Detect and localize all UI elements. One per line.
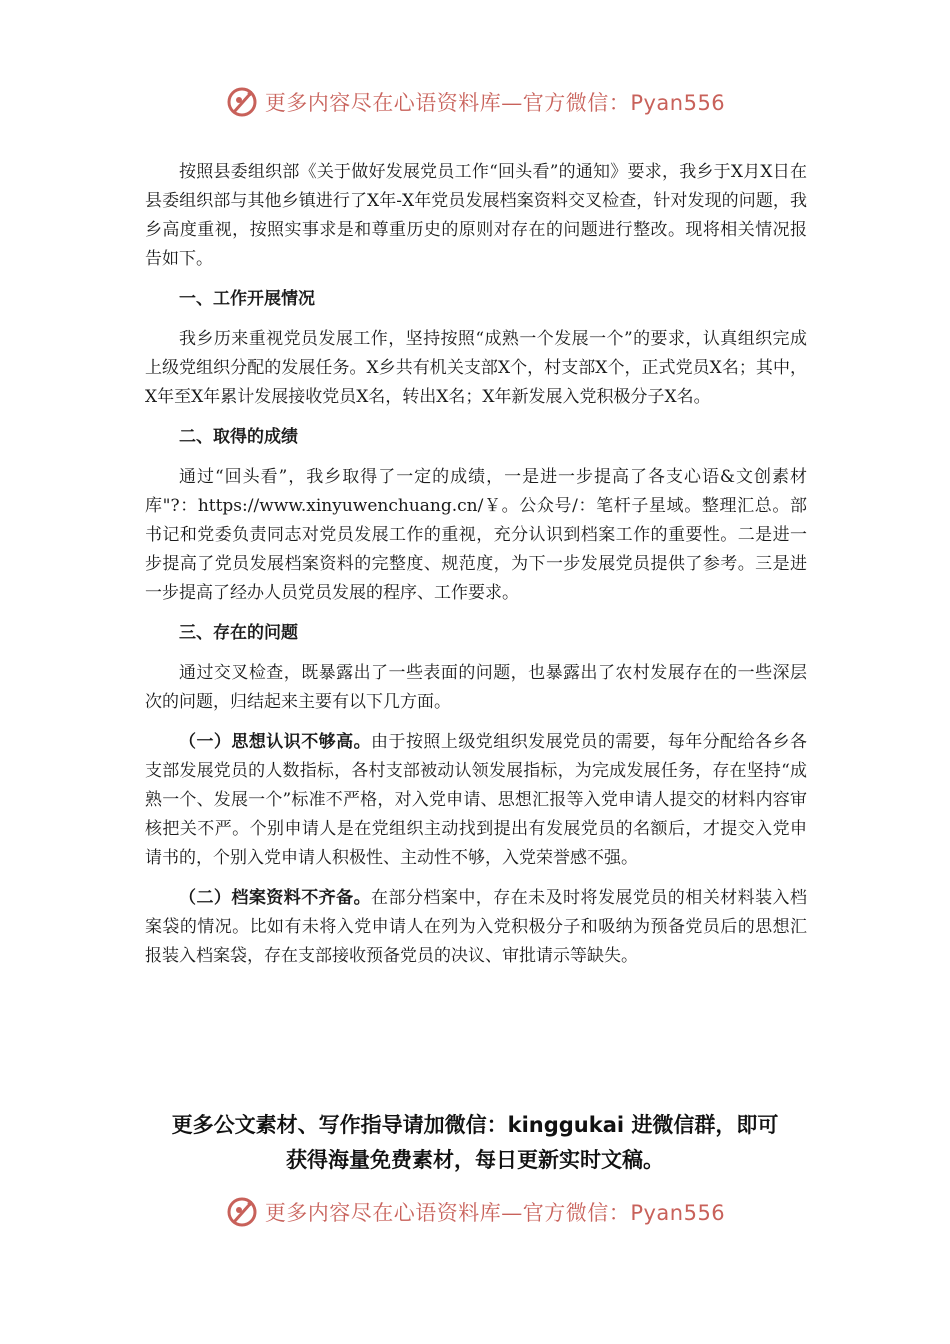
document-body (145, 158, 807, 982)
banner-text: 更多内容尽在心语资料库—官方微信：Pyan556 (264, 1201, 726, 1225)
section-paragraph: 我乡历来重视党员发展工作，坚持按照“成熟一个发展一个”的要求，认真组织完成上级党组织分配的发展任务。X乡共有机关支部X个，村支部X个，正式党员X名；其中，X年至X年累计发展接收党员X名，转出X名；X年新发展入党积极分子X名。 (145, 329, 807, 407)
pen-ring-logo-icon (225, 85, 259, 119)
intro-paragraph: 按照县委组织部《关于做好发展党员工作“回头看”的通知》要求，我乡于X月X日在县委组织部与其他乡镇进行了X年-X年党员发展档案资料交叉检查，针对发现的问题，我乡高度重视，按照实事求是和尊重历史的原则对存在的问题进行整改。现将相关情况报告如下。 (145, 162, 807, 269)
wechat-id: Pyan556 (630, 91, 726, 115)
section-paragraph: 通过“回头看”，我乡取得了一定的成绩，一是进一步提高了各支心语&文创素材库"?：https://www.xinyuwenchuang.cn/￥。公众号/：笔杆子星域。整理汇总。部书记和党委负责同志对党员发展工作的重视，充分认识到档案工作的重要性。二是进一步提高了党员发展档案资料的完整度、规范度，为下一步发展党员提供了参考。三是进一步提高了经办人员党员发展的程序、工作要求。 (145, 467, 807, 603)
issue-paragraph (145, 884, 807, 971)
pen-ring-logo-icon (225, 1195, 259, 1229)
banner-text: 更多内容尽在心语资料库—官方微信：Pyan556 (264, 91, 726, 115)
issue-paragraph (145, 728, 807, 873)
section-heading: 三、存在的问题 (179, 623, 298, 643)
section-paragraph: 通过交叉检查，既暴露出了一些表面的问题，也暴露出了农村发展存在的一些深层次的问题，归结起来主要有以下几方面。 (145, 663, 807, 712)
footer-note (0, 1108, 950, 1178)
header-banner (0, 82, 950, 122)
wechat-id: Pyan556 (630, 1201, 726, 1225)
footer-line: 更多公文素材、写作指导请加微信：kinggukai 进微信群，即可 (171, 1113, 779, 1137)
footer-banner (0, 1192, 950, 1232)
footer-line: 获得海量免费素材，每日更新实时文稿。 (286, 1148, 664, 1172)
issue-text: 由于按照上级党组织发展党员的需要，每年分配给各乡各支部发展党员的人数指标，各村支部被动认领发展指标，为完成发展任务，存在坚持“成熟一个、发展一个”标准不严格，对入党申请、思想汇报等入党申请人提交的材料内容审核把关不严。个别申请人是在党组织主动找到提出有发展党员的名额后，才提交入党申请书的，个别入党申请人积极性、主动性不够，入党荣誉感不强。 (145, 732, 808, 868)
section-heading: 一、工作开展情况 (179, 289, 315, 309)
issue-lead: （一）思想认识不够高。 (179, 732, 372, 752)
section-heading: 二、取得的成绩 (179, 427, 298, 447)
issue-lead: （二）档案资料不齐备。 (179, 888, 372, 908)
issue-text: 在部分档案中，存在未及时将发展党员的相关材料装入档案袋的情况。比如有未将入党申请人在列为入党积极分子和吸纳为预备党员后的思想汇报装入档案袋，存在支部接收预备党员的决议、审批请示等缺失。 (145, 888, 808, 966)
